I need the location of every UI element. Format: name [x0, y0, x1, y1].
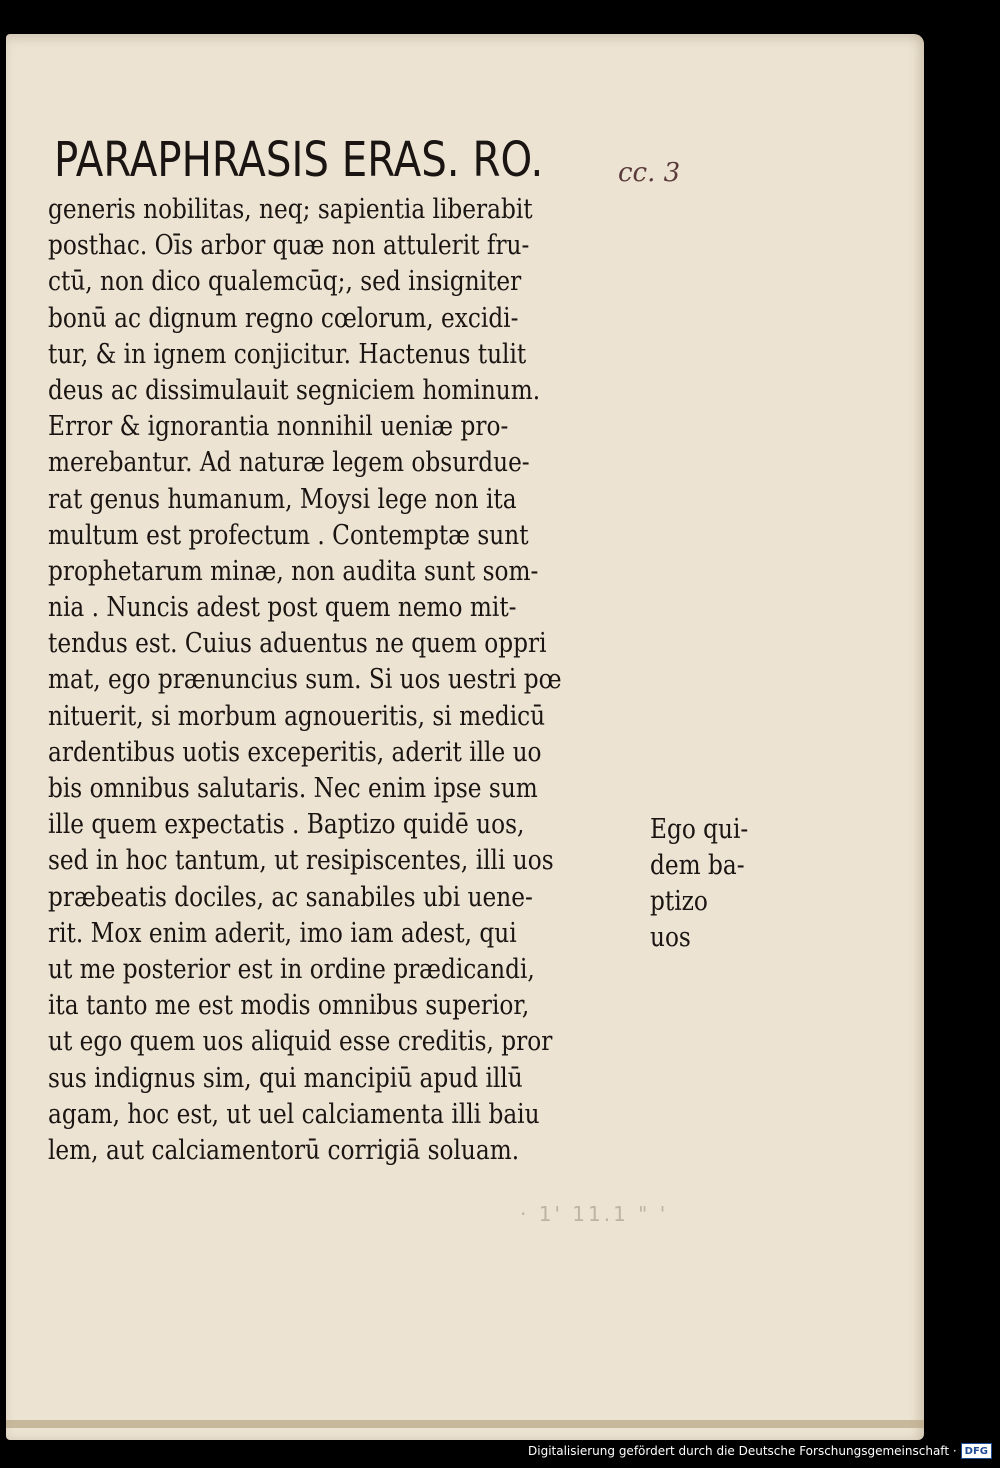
handwritten-title-note: cc. 3 [618, 158, 681, 188]
marginal-note-line: Ego qui- [650, 814, 749, 845]
text-line: bonū ac dignum regno cœlorum, excidi- [48, 302, 519, 334]
text-line: multum est profectum . Contemptæ sunt [48, 519, 529, 551]
text-line: agam, hoc est, ut uel calciamenta illi baiu [48, 1098, 540, 1130]
text-line: lem, aut calciamentorū corrigiā soluam. [48, 1134, 520, 1166]
text-line: prophetarum minæ, non audita sunt som- [48, 555, 539, 587]
text-line: sus indignus sim, qui mancipiū apud illū [48, 1062, 523, 1094]
text-line: nituerit, si morbum agnoueritis, si medicū [48, 700, 546, 732]
text-line: Error & ignorantia nonnihil ueniæ pro- [48, 411, 509, 443]
text-line: ut me posterior est in ordine prædicandi, [48, 953, 535, 985]
text-line: ardentibus uotis exceperitis, aderit ille uo [48, 736, 542, 768]
text-line: præbeatis dociles, ac sanabiles ubi uene- [48, 881, 533, 913]
text-line: rat genus humanum, Moysi lege non ita [48, 483, 517, 515]
marginal-note-line: dem ba- [650, 850, 745, 881]
text-line: generis nobilitas, neq; sapientia liberabit [48, 194, 533, 225]
text-line: sed in hoc tantum, ut resipiscentes, illi uos [48, 845, 554, 877]
marginal-note-line: ptizo [650, 886, 708, 917]
page-bottom-edge [6, 1420, 924, 1428]
text-line: tendus est. Cuius aduentus ne quem oppri [48, 628, 547, 660]
main-text-block [48, 192, 648, 1169]
marginal-note-line: uos [650, 922, 691, 953]
marginal-note [650, 812, 790, 956]
funding-credit-text: Digitalisierung gefördert durch die Deutsche Forschungsgemeinschaft · [528, 1444, 957, 1458]
dfg-logo: DFG [961, 1443, 992, 1459]
funding-footer [528, 1440, 992, 1462]
text-line: nia . Nuncis adest post quem nemo mit- [48, 592, 517, 624]
bottom-bleed-through-text: · 1' 11.1 " ' [520, 1202, 669, 1226]
text-line: mat, ego prænuncius sum. Si uos uestri pœ [48, 664, 562, 696]
text-line: rit. Mox enim aderit, imo iam adest, qui [48, 917, 517, 949]
text-line: merebantur. Ad naturæ legem obsurdue- [48, 447, 530, 479]
text-line: bis omnibus salutaris. Nec enim ipse sum [48, 773, 538, 804]
text-line: deus ac dissimulauit segniciem hominum. [48, 374, 541, 406]
text-line: ut ego quem uos aliquid esse creditis, pror [48, 1026, 553, 1058]
text-line: tur, & in ignem conjicitur. Hactenus tulit [48, 338, 527, 370]
text-line: posthac. Oīs arbor quæ non attulerit fru- [48, 230, 530, 262]
running-title: PARAPHRASIS ERAS. RO. [54, 132, 544, 188]
text-line: ctū, non dico qualemcūq;, sed insigniter [48, 266, 522, 298]
text-line: ille quem expectatis . Baptizo quidē uos, [48, 809, 525, 841]
text-line: ita tanto me est modis omnibus superior, [48, 990, 530, 1022]
